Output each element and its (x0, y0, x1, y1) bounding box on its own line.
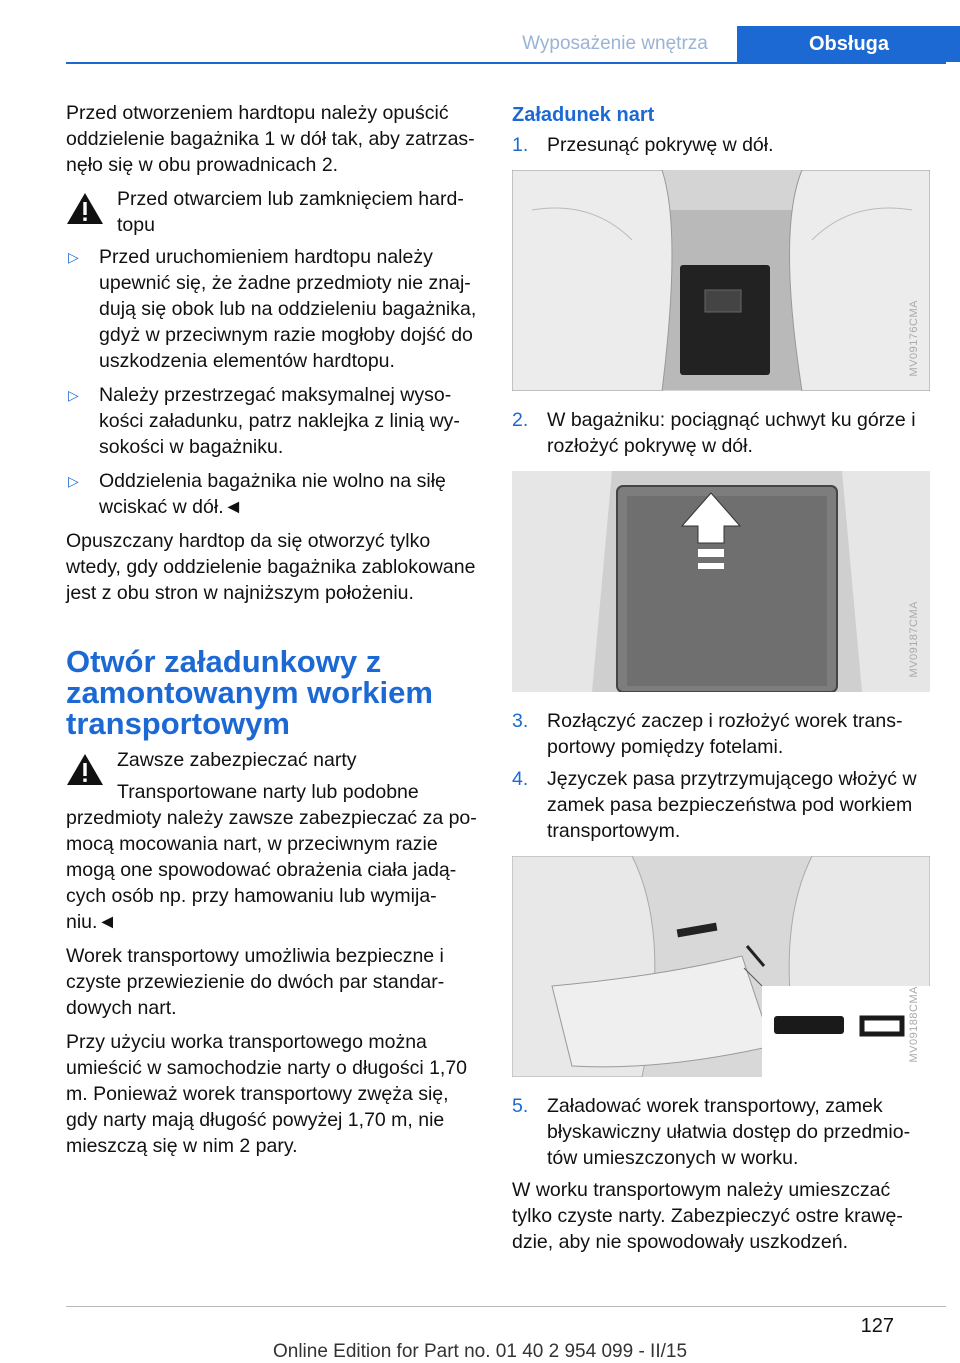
page-number: 127 (860, 1315, 894, 1337)
step-number: 4. (512, 768, 529, 790)
closing-paragraph: W worku transportowym należy umieszczać tylko czyste narty. Zabezpieczyć ostre krawędzie, aby nie spowodowały uszkodzeń. (512, 1179, 903, 1253)
ski-bag-illustration (512, 856, 930, 1077)
step-number: 3. (512, 710, 529, 732)
triangle-bullet-icon: ▷ (68, 249, 79, 265)
right-column (512, 100, 930, 1263)
step-text: Języczek pasa przytrzymującego włożyć w zamek pasa bezpieczeństwa pod workiem transportowym. (547, 768, 917, 842)
warning-body: Transportowane narty lub podobne przedmioty należy zawsze zabezpieczać za pomocą mocowania nart, w przeciwnym razie mogą one spowodować obrażenia ciała jadących osób np. przy hamowaniu lub wymijaniu.◄ (66, 781, 477, 933)
image-reference: MV09188CMA (908, 986, 920, 1063)
triangle-bullet-icon: ▷ (68, 387, 79, 403)
warning-icon (66, 753, 104, 786)
bullet-item (66, 468, 480, 520)
step-item (512, 708, 930, 760)
photo-trunk-cover (512, 471, 930, 692)
length-paragraph: Przy użyciu worka transportowego można umieścić w samochodzie narty o długości 1,70 m. Ponieważ worek transportowy zwęża się, gdy narty mają długość powyżej 1,70 m, nie mieszczą się w nim 2 pary. (66, 1031, 468, 1157)
chapter-tab[interactable]: Obsługa (737, 26, 960, 62)
bullet-item (66, 382, 480, 460)
header-rule (66, 62, 946, 64)
step-text: Przesunąć pokrywę w dół. (547, 134, 774, 156)
photo-ski-bag (512, 856, 930, 1077)
step-item (512, 1093, 930, 1171)
step-item (512, 407, 930, 459)
step-number: 2. (512, 409, 529, 431)
intro-paragraph: Przed otworzeniem hardtopu należy opuścić oddzielenie bagażnika 1 w dół tak, aby zatrzasnęło się w obu prowadnicach 2. (66, 102, 475, 176)
footer-rule (66, 1306, 946, 1307)
step-number: 1. (512, 134, 529, 156)
step-text: Rozłączyć zaczep i rozłożyć worek transportowy pomiędzy fotelami. (547, 710, 903, 758)
bag-paragraph: Worek transportowy umożliwia bezpieczne i czyste przewiezienie do dwóch par standardowych nart. (66, 945, 445, 1019)
step-item (512, 766, 930, 844)
edition-footer: Online Edition for Part no. 01 40 2 954 099 - II/15 (272, 1341, 688, 1362)
warning-title: Przed otwarciem lub zamknięciem hardtopu (117, 188, 464, 236)
trunk-cover-illustration (512, 471, 930, 692)
bullet-text: Przed uruchomieniem hardtopu należy upewnić się, że żadne przedmioty nie znajdują się obok lub na oddzieleniu bagażnika, gdyż w przeciwnym razie mogłoby dojść do uszkodzenia elementów hardtopu. (99, 246, 477, 372)
section-tab[interactable]: Wyposażenie wnętrza (522, 33, 708, 54)
step-text: W bagażniku: pociągnąć uchwyt ku górze i rozłożyć pokrywę w dół. (547, 409, 916, 457)
step-item (512, 132, 930, 158)
image-reference: MV09176CMA (908, 300, 920, 377)
bullet-text: Należy przestrzegać maksymalnej wysokości załadunku, patrz naklejka z linią wysokości w bagażniku. (99, 384, 460, 458)
subsection-heading: Załadunek nart (512, 104, 655, 126)
warning-title: Zawsze zabezpieczać narty (117, 749, 357, 771)
triangle-bullet-icon: ▷ (68, 473, 79, 489)
warning-icon (66, 192, 104, 225)
step-text: Załadować worek transportowy, zamek błyskawiczny ułatwia dostęp do przedmiotów umieszczonych w worku. (547, 1095, 911, 1169)
image-reference: MV09187CMA (908, 601, 920, 678)
left-column (66, 100, 480, 1167)
section-heading: Otwór załadunkowy z zamontowanym workiem transportowym (66, 644, 433, 741)
step-number: 5. (512, 1095, 529, 1117)
lock-paragraph: Opuszczany hardtop da się otworzyć tylko wtedy, gdy oddzielenie bagażnika zablokowane jest z obu stron w najniższym położeniu. (66, 530, 476, 604)
photo-seats-cover (512, 170, 930, 391)
seats-cover-illustration (512, 170, 930, 391)
bullet-text: Oddzielenia bagażnika nie wolno na siłę wciskać w dół.◄ (99, 470, 446, 518)
warning-block (66, 747, 480, 773)
warning-block (66, 186, 480, 238)
bullet-item (66, 244, 480, 374)
